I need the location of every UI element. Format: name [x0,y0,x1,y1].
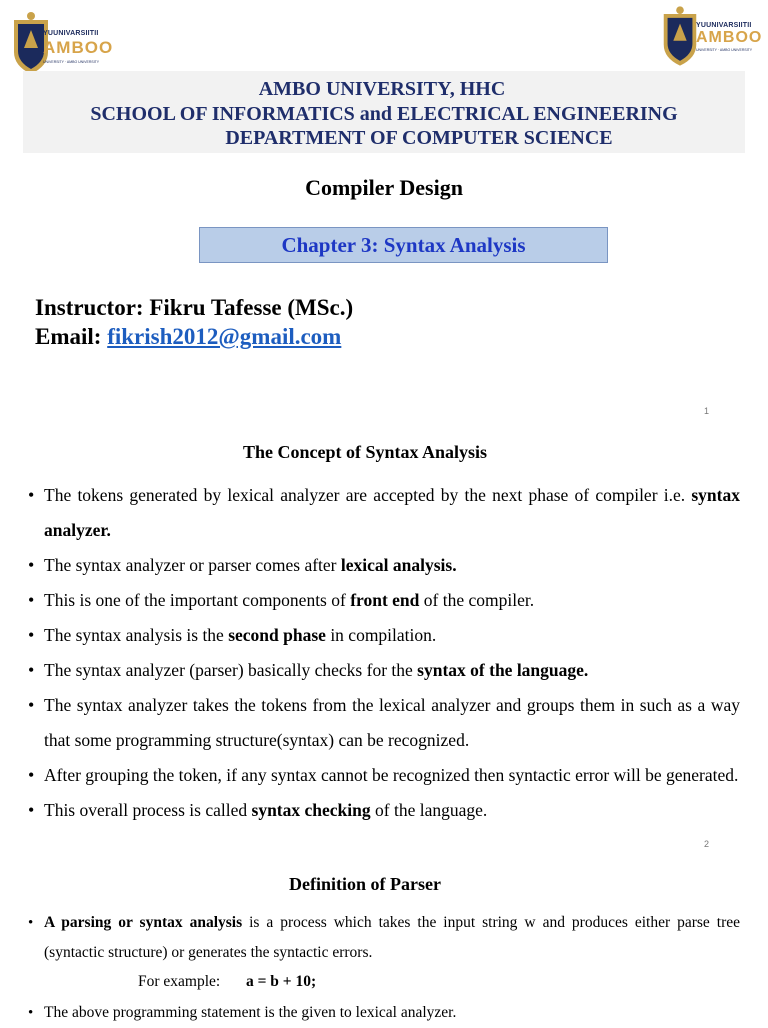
instructor-email-line [35,322,353,351]
bullet-text: of the language. [370,800,488,820]
example-line [138,970,316,994]
syntax-analysis-bullets [28,478,740,828]
logo-name-sub: UNIVERSITY · AMBO UNIVERSITY [696,48,753,52]
bullet-text: in compilation. [325,625,437,645]
bullet-item [28,583,740,618]
header-school: SCHOOL OF INFORMATICS and ELECTRICAL ENGINEERING [90,103,678,125]
logo-name-top: YUUNIVARSIITII [696,22,752,29]
bullet-dot-icon: • [28,625,35,645]
example-label: For example: [138,973,221,990]
chapter-title: Chapter 3: Syntax Analysis [199,227,608,263]
email-link[interactable]: fikrish2012@gmail.com [107,324,342,349]
bullet-dot-icon: • [28,915,34,931]
bullet-dot-icon: • [28,485,35,505]
bullet-text: The syntax analyzer or parser comes after [44,555,341,575]
example-code: a = b + 10; [245,973,317,990]
bullet-bold-text: syntax of the language. [417,660,589,680]
university-logo-right [658,2,762,70]
bullet-text: of the compiler. [419,590,535,610]
page-number: 1 [704,406,710,416]
bullet-item [28,793,740,828]
bullet-item [28,688,740,758]
bullet-dot-icon: • [28,590,35,610]
bullet-item [28,618,740,653]
page-number: 2 [704,839,710,849]
instructor-name: Instructor: Fikru Tafesse (MSc.) [35,295,354,320]
bullet-text: This overall process is called [44,800,252,820]
university-logo-left [8,8,114,78]
parser-definition-bullets [28,908,740,968]
bullet-text: The tokens generated by lexical analyzer are accepted by the next phase of compiler i.e. [44,485,692,505]
bullet-bold-text: front end [350,590,420,610]
bullet-item [28,653,740,688]
bullet-bold-text: A parsing or syntax analysis [44,914,243,931]
bullet-dot-icon: • [28,555,35,575]
bullet-bold-text: syntax analyzer. [44,485,740,540]
logo-name-main: AMBOO [696,29,763,46]
bullet-bold-text: syntax checking [251,800,371,820]
bullet-item [28,548,740,583]
institution-header [23,71,745,153]
header-department: DEPARTMENT OF COMPUTER SCIENCE [225,127,613,149]
bullet-item [28,478,740,548]
logo-name-sub: UNIVERSITY · AMBO UNIVERSITY [43,60,100,64]
bullet-dot-icon: • [28,1005,34,1021]
logo-name-top: YUUNIVARSIITII [43,30,99,37]
bullet-dot-icon: • [28,660,35,680]
instructor-block [35,293,353,351]
bullet-text: The syntax analysis is the [44,625,229,645]
bullet-text: The syntax analyzer takes the tokens from the lexical analyzer and groups them in such as a way that some programming structure(syntax) can be recognized. [44,695,740,750]
bullet-text: This is one of the important components of [44,590,351,610]
bullet-item [28,908,740,968]
bullet-text: After grouping the token, if any syntax cannot be recognized then syntactic error will be generated. [44,765,739,785]
bullet-text: is a process which takes the input string w and produces either parse tree (syntactic structure) or generates the syntactic errors. [44,914,740,961]
course-title: Compiler Design [305,175,463,200]
bullet-bold-text: second phase [228,625,326,645]
section-title-definition-of-parser: Definition of Parser [289,874,441,894]
bullet-item [28,758,740,793]
bullet-bold-text: lexical analysis. [340,555,457,575]
bullet-text: The above programming statement is the given to lexical analyzer. [44,1004,457,1021]
header-university: AMBO UNIVERSITY, HHC [258,78,506,100]
bullet-text: The syntax analyzer (parser) basically checks for the [44,660,418,680]
bullet-dot-icon: • [28,765,35,785]
bullet-dot-icon: • [28,800,35,820]
bullet-dot-icon: • [28,695,35,715]
section-title-syntax-analysis: The Concept of Syntax Analysis [242,442,488,462]
email-label: Email: [35,324,108,349]
logo-name-main: AMBOO [43,38,114,57]
